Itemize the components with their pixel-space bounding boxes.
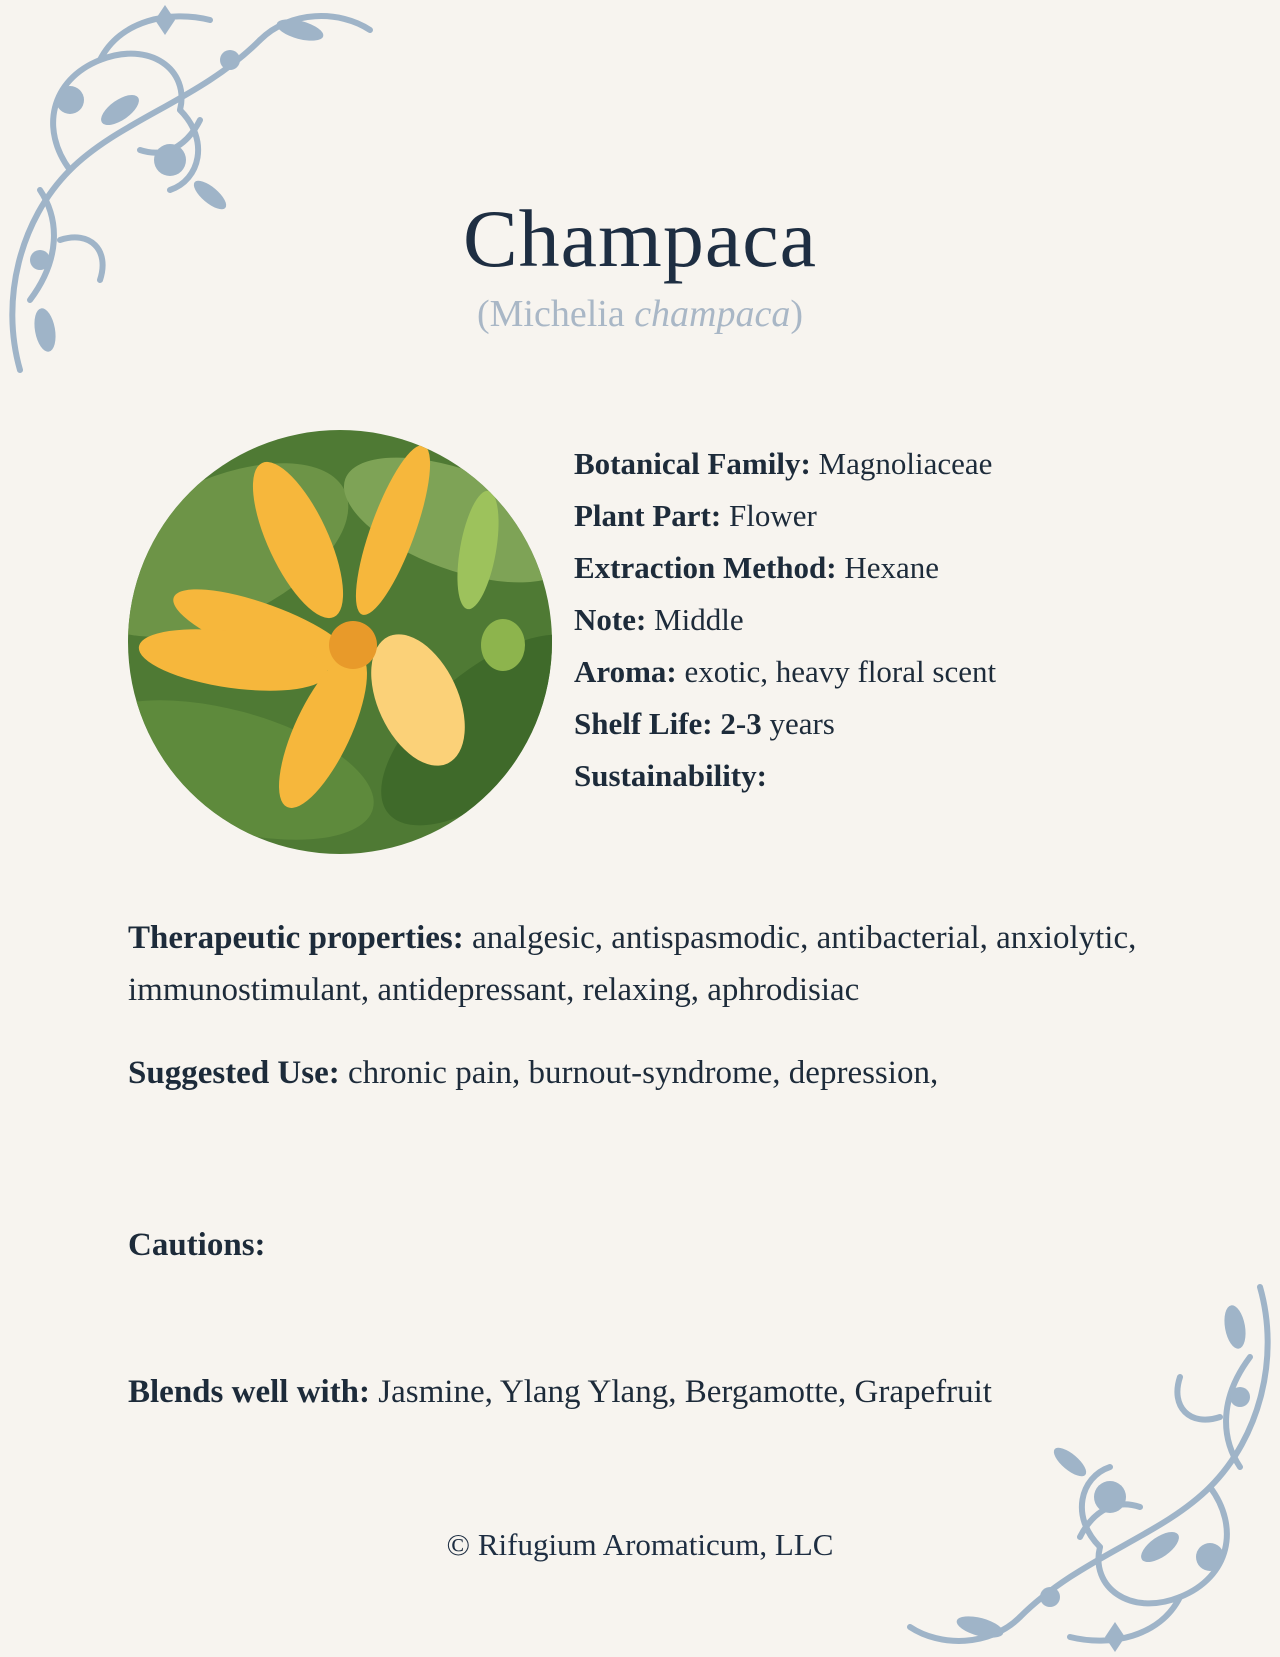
facts-list xyxy=(574,438,1234,802)
subtitle-italic: champaca xyxy=(634,293,791,335)
fact-botanical-family xyxy=(574,438,1234,490)
fact-value: exotic, heavy floral scent xyxy=(676,654,997,689)
fact-label: Extraction Method: xyxy=(574,550,837,585)
subtitle-open: (Michelia xyxy=(476,293,635,335)
fact-label: Aroma: xyxy=(574,654,677,689)
suggested-use xyxy=(128,1047,1168,1099)
copyright-footer: © Rifugium Aromaticum, LLC xyxy=(446,1527,834,1562)
fact-extraction-method xyxy=(574,542,1234,594)
section-label: Cautions: xyxy=(128,1227,266,1263)
page-title: Champaca xyxy=(462,193,818,284)
section-label: Therapeutic properties: xyxy=(128,920,464,956)
fact-value: Flower xyxy=(721,498,817,533)
fact-label: Shelf Life: 2-3 xyxy=(574,706,762,741)
blends-well-with xyxy=(128,1366,1168,1418)
flower-photo xyxy=(128,430,552,854)
fact-plant-part xyxy=(574,490,1234,542)
fact-label: Botanical Family: xyxy=(574,446,811,481)
section-label: Suggested Use: xyxy=(128,1055,340,1091)
section-value: analgesic, antispasmodic, antibacterial, anxiolytic, immunostimulant, antidepressant, relaxing, aphrodisiac xyxy=(128,920,1137,1008)
ornament-bottom-right-icon xyxy=(890,1267,1280,1657)
fact-label: Note: xyxy=(574,602,647,637)
fact-value: Hexane xyxy=(836,550,940,585)
fact-sustainability xyxy=(574,750,1234,802)
therapeutic-properties xyxy=(128,912,1168,1016)
fact-value: years xyxy=(761,706,835,741)
fact-aroma xyxy=(574,646,1234,698)
fact-value: Middle xyxy=(646,602,744,637)
fact-note xyxy=(574,594,1234,646)
subtitle-close: ) xyxy=(790,293,804,335)
section-value: chronic pain, burnout-syndrome, depression, xyxy=(339,1055,939,1091)
fact-value: Magnoliaceae xyxy=(810,446,993,481)
section-value: Jasmine, Ylang Ylang, Bergamotte, Grapefruit xyxy=(370,1374,992,1410)
page-subtitle xyxy=(0,292,1280,336)
fact-shelf-life xyxy=(574,698,1234,750)
fact-label: Plant Part: xyxy=(574,498,722,533)
cautions xyxy=(128,1219,1168,1271)
fact-label: Sustainability: xyxy=(574,758,767,793)
section-label: Blends well with: xyxy=(128,1374,371,1410)
